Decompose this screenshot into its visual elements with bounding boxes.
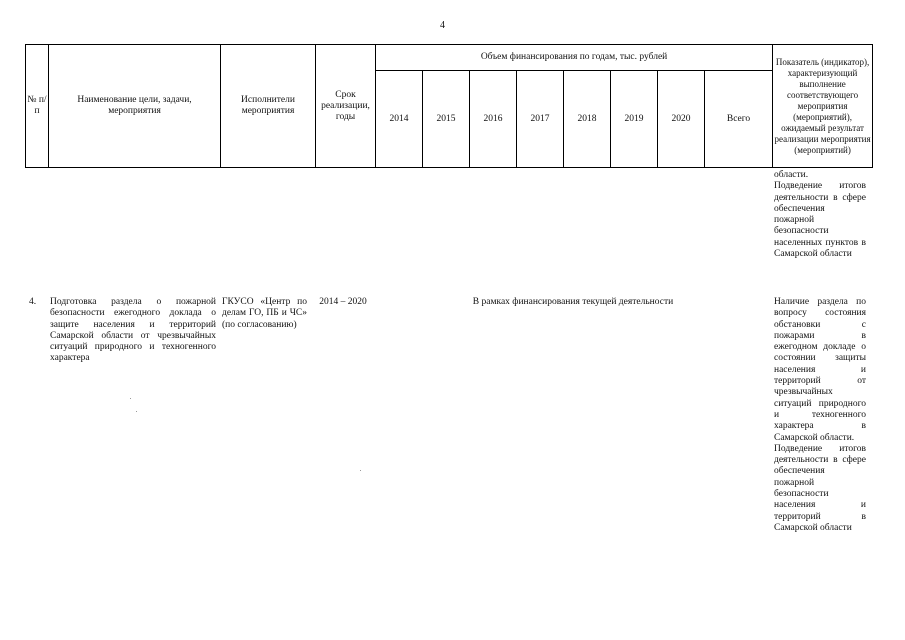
row-executors: ГКУСО «Центр по делам ГО, ПБ и ЧС» (по согласованию) (222, 297, 307, 330)
row-indicator-paragraph: Наличие раздела по вопросу состояния обстановки с пожарами в ежегодном докладе о состоянии защиты населения и территорий от чрезвычайных ситуаций природного и техногенного характера в Самарской области. (774, 297, 866, 443)
header-year: 2019 (611, 71, 658, 168)
row-indicator (774, 297, 866, 534)
header-year: 2016 (470, 71, 517, 168)
page-number: 4 (440, 20, 445, 31)
header-year: 2018 (564, 71, 611, 168)
row-period: 2014 – 2020 (319, 297, 367, 307)
header-year: 2017 (517, 71, 564, 168)
header-total: Всего (705, 71, 773, 168)
row-indicator-paragraph: Подведение итогов деятельности в сфере обеспечения пожарной безопасности населения и территорий в Самарской области (774, 443, 866, 533)
scan-speck (136, 411, 137, 412)
header-year: 2015 (423, 71, 470, 168)
header-executors: Исполнители мероприятия (221, 45, 316, 168)
header-year: 2020 (658, 71, 705, 168)
row-number: 4. (29, 297, 37, 307)
continuation-indicator (774, 170, 866, 260)
header-period: Срок реализации, годы (316, 45, 376, 168)
header-funding: Объем финансирования по годам, тыс. рублей (376, 45, 773, 71)
continuation-line: области. (774, 170, 809, 180)
header-indicator: Показатель (индикатор), характеризующий выполнение соответствующего мероприятия (мероприятий), ожидаемый результат реализации мероприятия (мероприятий) (773, 45, 873, 168)
row-name: Подготовка раздела о пожарной безопасности ежегодного доклада о защите населения и территорий Самарской области от чрезвычайных ситуаций природного и техногенного характера (50, 297, 216, 364)
header-name: Наименование цели, задачи, мероприятия (49, 45, 221, 168)
row-funding-note: В рамках финансирования текущей деятельности (472, 297, 674, 307)
header-year: 2014 (376, 71, 423, 168)
header-number: № п/п (26, 45, 49, 168)
continuation-line: Подведение итогов деятельности в сфере обеспечения пожарной безопасности населенных пунктов в Самарской области (774, 181, 866, 260)
scan-speck (130, 398, 131, 399)
scan-speck (360, 470, 361, 471)
header-table (25, 44, 873, 168)
